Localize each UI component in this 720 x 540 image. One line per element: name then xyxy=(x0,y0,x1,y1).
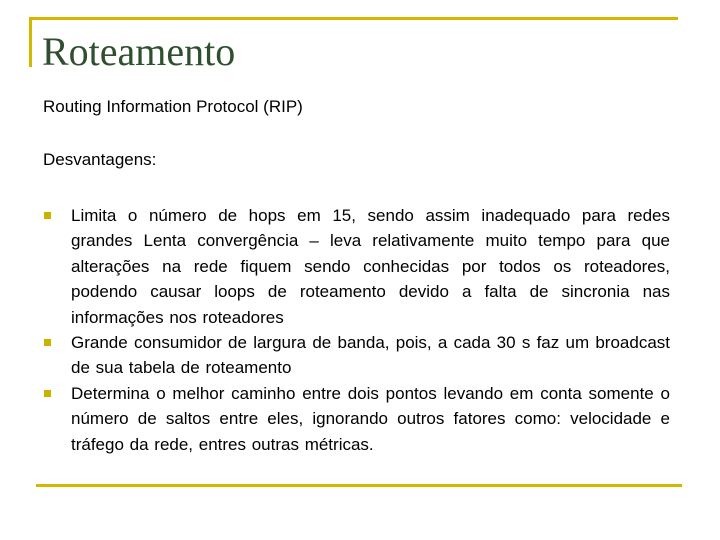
bullet-text: Grande consumidor de largura de banda, pois, a cada 30 s faz um broadcast de sua tabela de roteamento xyxy=(71,333,670,378)
square-bullet-icon xyxy=(44,390,51,397)
square-bullet-icon xyxy=(44,212,51,219)
bullet-list xyxy=(43,203,670,457)
section-label: Desvantagens: xyxy=(43,150,157,169)
bottom-rule xyxy=(36,484,682,487)
square-bullet-icon xyxy=(44,339,51,346)
bullet-item xyxy=(43,203,670,330)
bullet-item xyxy=(43,330,670,381)
bullet-text: Determina o melhor caminho entre dois pontos levando em conta somente o número de saltos entre eles, ignorando outros fatores como: velocidade e tráfego da rede, entres outras métricas. xyxy=(71,383,670,454)
bullet-text: Limita o número de hops em 15, sendo assim inadequado para redes grandes Lenta convergência – leva relativamente muito tempo para que alterações na rede fiquem sendo conhecidas por todos os roteadores, podendo causar loops de roteamento devido a falta de sincronia nas informações nos roteadores xyxy=(71,206,670,327)
left-rule xyxy=(29,17,32,67)
top-rule xyxy=(29,17,678,20)
slide-title: Roteamento xyxy=(42,29,236,74)
bullet-item xyxy=(43,381,670,457)
slide-subtitle: Routing Information Protocol (RIP) xyxy=(43,97,303,116)
